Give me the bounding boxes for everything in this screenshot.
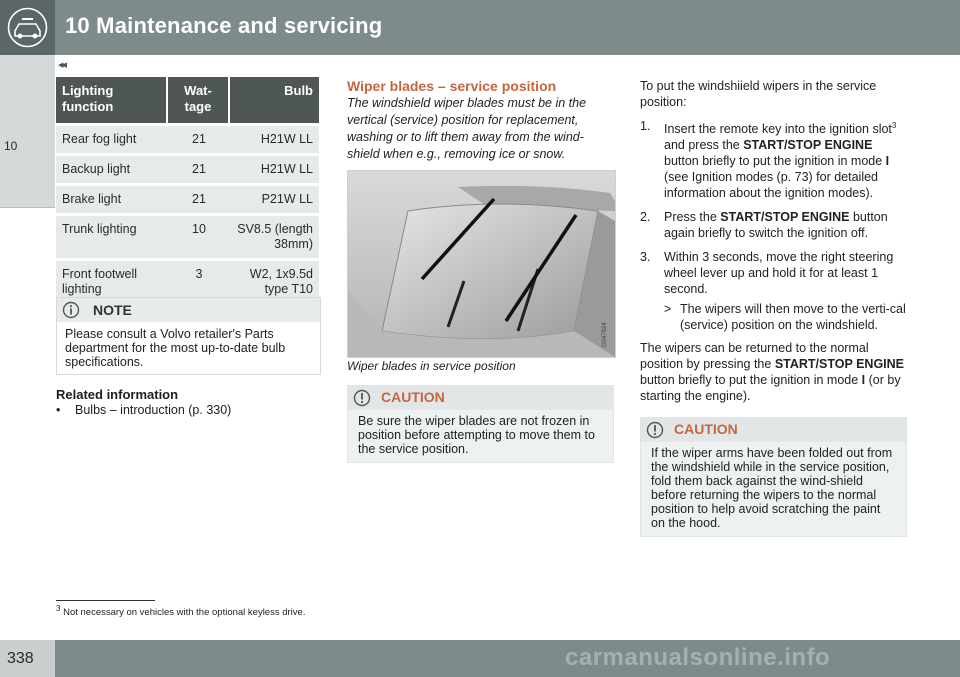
related-link[interactable] bbox=[56, 403, 231, 417]
ignition-mode: I bbox=[885, 154, 890, 169]
table-cell: 21 bbox=[168, 123, 230, 153]
info-icon bbox=[62, 301, 80, 324]
table-cell: Brake light bbox=[56, 183, 168, 213]
caution-header bbox=[641, 418, 906, 442]
procedure-step bbox=[640, 249, 908, 333]
note-box bbox=[56, 297, 321, 375]
table-cell: 10 bbox=[168, 213, 230, 258]
footnote-text: Not necessary on vehicles with the optional keyless drive. bbox=[63, 607, 306, 619]
caution-box bbox=[640, 417, 907, 537]
step-number: 2. bbox=[640, 210, 651, 225]
footnote-divider bbox=[56, 600, 155, 601]
step-text: button again briefly to switch the ignition off. bbox=[664, 210, 888, 241]
related-link-text: Bulbs – introduction (p. 330) bbox=[75, 403, 232, 417]
note-label: NOTE bbox=[93, 302, 132, 318]
step-text: button briefly to put the ignition in mode bbox=[664, 154, 886, 169]
table-cell: 3 bbox=[168, 258, 230, 303]
table-cell: Trunk lighting bbox=[56, 213, 168, 258]
chapter-tab[interactable] bbox=[0, 55, 55, 208]
note-header bbox=[57, 298, 320, 322]
paragraph-text: (or by starting the engine). bbox=[640, 373, 901, 404]
table-cell: H21W LL bbox=[230, 153, 319, 183]
column-header: Lighting function bbox=[56, 77, 168, 123]
bulb-table bbox=[56, 77, 319, 303]
caution-box bbox=[347, 385, 614, 463]
caution-text: If the wiper arms have been folded out from the windshield while in the service position, fold them back against the wind-shield before returning the wipers to the normal position to help avoid scratching the paint on the hood. bbox=[651, 446, 893, 530]
wrench-car-icon bbox=[6, 6, 49, 49]
related-information-heading: Related information bbox=[56, 387, 179, 402]
header-bar bbox=[0, 0, 960, 55]
table-cell: Front footwell lighting bbox=[56, 258, 168, 303]
chapter-tab-label: 10 bbox=[4, 139, 18, 153]
table-row bbox=[56, 153, 319, 183]
table-header-row bbox=[56, 77, 319, 123]
footnote bbox=[56, 604, 305, 618]
page-title: 10 Maintenance and servicing bbox=[65, 13, 383, 38]
result-marker: > bbox=[664, 302, 672, 317]
column-header: Wat-tage bbox=[168, 77, 230, 123]
table-cell: Backup light bbox=[56, 153, 168, 183]
step-number: 3. bbox=[640, 250, 651, 265]
windshield-illustration bbox=[348, 171, 615, 357]
page-number: 338 bbox=[7, 650, 34, 667]
page-number-box bbox=[0, 640, 55, 677]
step-text: and press the bbox=[664, 138, 744, 153]
warning-icon bbox=[353, 389, 371, 412]
footnote-number: 3 bbox=[56, 604, 61, 613]
caution-label: CAUTION bbox=[674, 421, 738, 437]
table-cell: SV8.5 (length 38mm) bbox=[230, 213, 319, 258]
caution-header bbox=[348, 386, 613, 410]
step-text: Within 3 seconds, move the right steering wheel lever up and hold it for at least 1 second. bbox=[664, 250, 894, 297]
result-text: The wipers will then move to the verti-cal (service) position on the windshield. bbox=[680, 302, 906, 333]
table-row bbox=[56, 123, 319, 153]
image-code: G047824 bbox=[602, 322, 608, 347]
note-text: Please consult a Volvo retailer's Parts department for the most up-to-date bulb specifications. bbox=[65, 327, 286, 369]
step-text: Press the bbox=[664, 210, 721, 225]
ignition-mode: I bbox=[861, 373, 866, 388]
table-cell: W2, 1x9.5d type T10 bbox=[230, 258, 319, 303]
caution-label: CAUTION bbox=[381, 389, 445, 405]
wiper-blades-photo bbox=[347, 170, 616, 358]
step-number: 1. bbox=[640, 119, 651, 133]
procedure-intro: To put the windshiield wipers in the service position: bbox=[640, 79, 877, 109]
warning-icon bbox=[646, 421, 664, 444]
back-navigation-link[interactable]: ◂◂ bbox=[58, 59, 66, 71]
step-result bbox=[664, 301, 908, 333]
table-cell: 21 bbox=[168, 153, 230, 183]
paragraph-text: button briefly to put the ignition in mode bbox=[640, 373, 862, 388]
table-row bbox=[56, 183, 319, 213]
section-heading: Wiper blades – service position bbox=[347, 78, 557, 94]
procedure-column bbox=[640, 78, 908, 404]
photo-caption: Wiper blades in service position bbox=[347, 359, 516, 373]
step-text: (see Ignition modes (p. 73) for detailed information about the ignition modes). bbox=[664, 170, 879, 201]
button-name: START/STOP ENGINE bbox=[720, 210, 850, 225]
footnote-ref: 3 bbox=[891, 121, 897, 130]
button-name: START/STOP ENGINE bbox=[743, 138, 873, 153]
table-cell: H21W LL bbox=[230, 123, 319, 153]
return-paragraph bbox=[640, 340, 908, 404]
button-name: START/STOP ENGINE bbox=[774, 357, 904, 372]
table-cell: 21 bbox=[168, 183, 230, 213]
watermark: carmanualsonline.info bbox=[565, 644, 831, 671]
column-header: Bulb bbox=[230, 77, 319, 123]
table-cell: Rear fog light bbox=[56, 123, 168, 153]
procedure-step bbox=[640, 209, 908, 241]
caution-text: Be sure the wiper blades are not frozen in position before attempting to move them to the service position. bbox=[358, 414, 595, 456]
paragraph-text: The wipers can be returned to the normal position by pressing the bbox=[640, 341, 869, 372]
bullet: • bbox=[56, 403, 61, 417]
maintenance-chapter-logo bbox=[0, 0, 55, 55]
table-row bbox=[56, 213, 319, 258]
procedure-step bbox=[640, 118, 908, 201]
section-intro: The windshield wiper blades must be in the vertical (service) position for replacement, washing or to lift them away from the wind-shield when e.g., removing ice or snow. bbox=[347, 96, 587, 161]
step-text: Insert the remote key into the ignition slot bbox=[664, 122, 892, 137]
table-cell: P21W LL bbox=[230, 183, 319, 213]
